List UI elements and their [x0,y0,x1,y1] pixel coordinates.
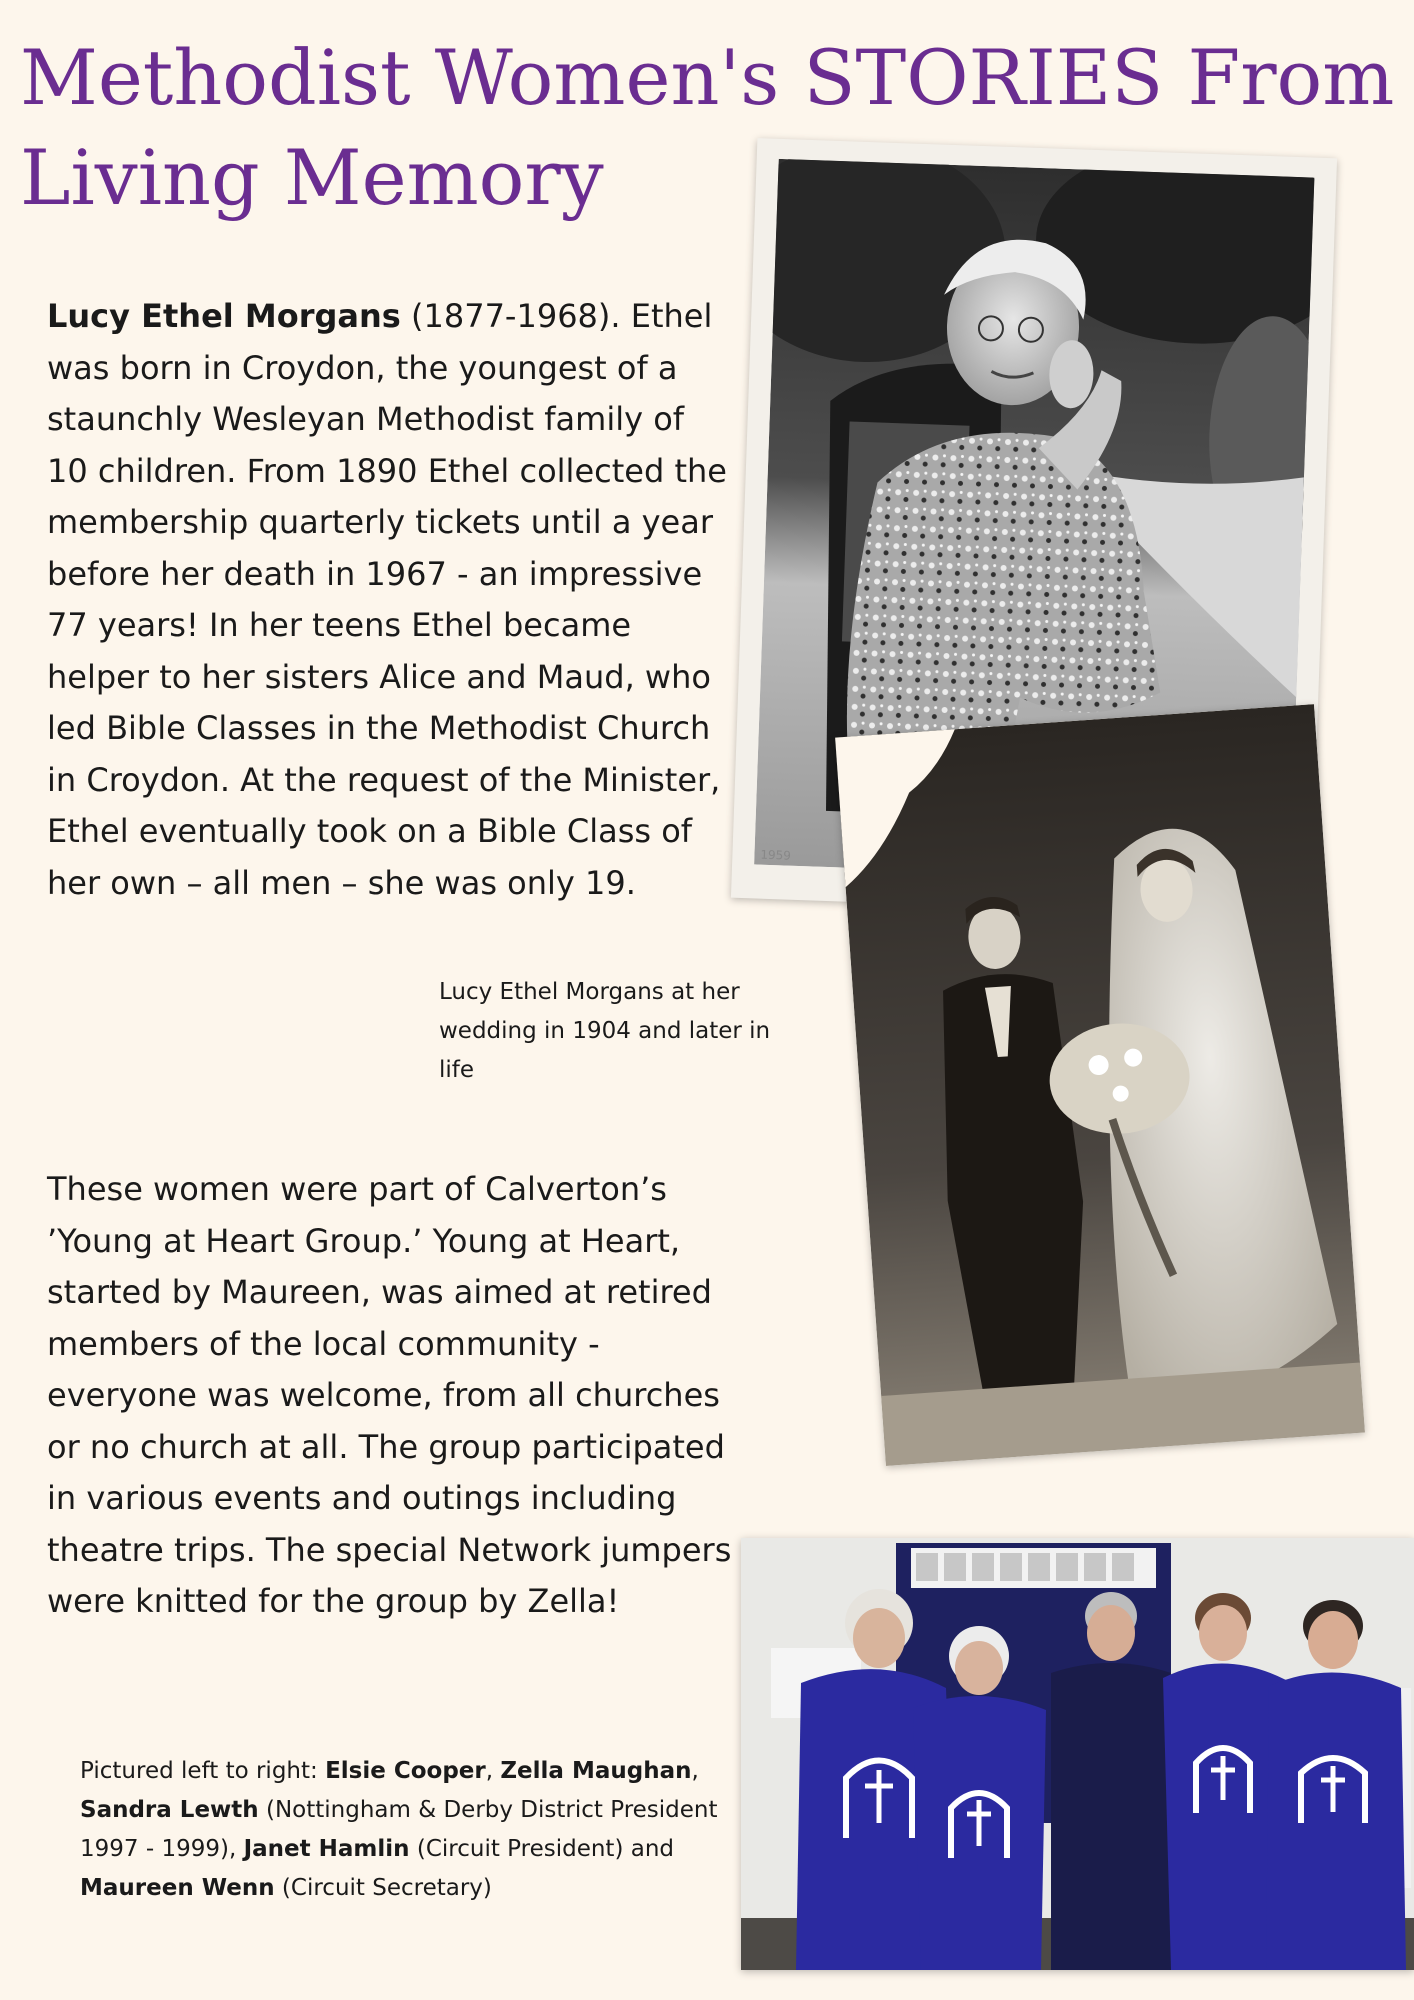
young-at-heart-group-photo [741,1538,1414,1970]
caption-note: (Circuit Secretary) [274,1875,492,1901]
ethel-photo-caption: Lucy Ethel Morgans at her wedding in 1904 and later in life [439,979,771,1083]
page-title: Methodist Women's STORIES From Living Memory [20,33,1395,222]
ethel-paragraph [47,291,727,909]
name-elsie: Elsie Cooper [325,1758,486,1784]
caption-note: (Nottingham & Derby District President 1997 - 1999), [80,1797,718,1862]
caption-sep: , [485,1758,501,1784]
ethel-name: Lucy Ethel Morgans [47,297,401,335]
caption-sep: , [691,1758,699,1784]
name-maureen: Maureen Wenn [80,1875,275,1901]
ethel-wedding-photo [835,704,1365,1466]
photo-date-mark: 1959 [760,847,792,863]
name-sandra: Sandra Lewth [80,1797,259,1823]
caption-note: (Circuit President) and [409,1836,674,1862]
caption-prefix: Pictured left to right: [80,1758,326,1784]
young-at-heart-group-image [741,1538,1414,1970]
young-at-heart-paragraph: These women were part of Calverton’s ’Young at Heart Group.’ Young at Heart, started by Maureen, was aimed at retired members of the local community - everyone was welcome, from all churches or no church at all. The group participated in various events and outings including theatre trips. The special Network jumpers were knitted for the group by Zella! [47,1170,732,1620]
name-janet: Janet Hamlin [243,1836,410,1862]
ethel-wedding-image [835,704,1365,1466]
name-zella: Zella Maughan [500,1758,692,1784]
group-photo-caption [80,1752,720,1908]
ethel-bio: (1877-1968). Ethel was born in Croydon, the youngest of a staunchly Wesleyan Methodist family of 10 children. From 1890 Ethel collected the membership quarterly tickets until a year before her death in 1967 - an impressive 77 years! In her teens Ethel became helper to her sisters Alice and Maud, who led Bible Classes in the Methodist Church in Croydon. At the request of the Minister, Ethel eventually took on a Bible Class of her own – all men – she was only 19. [47,297,727,902]
